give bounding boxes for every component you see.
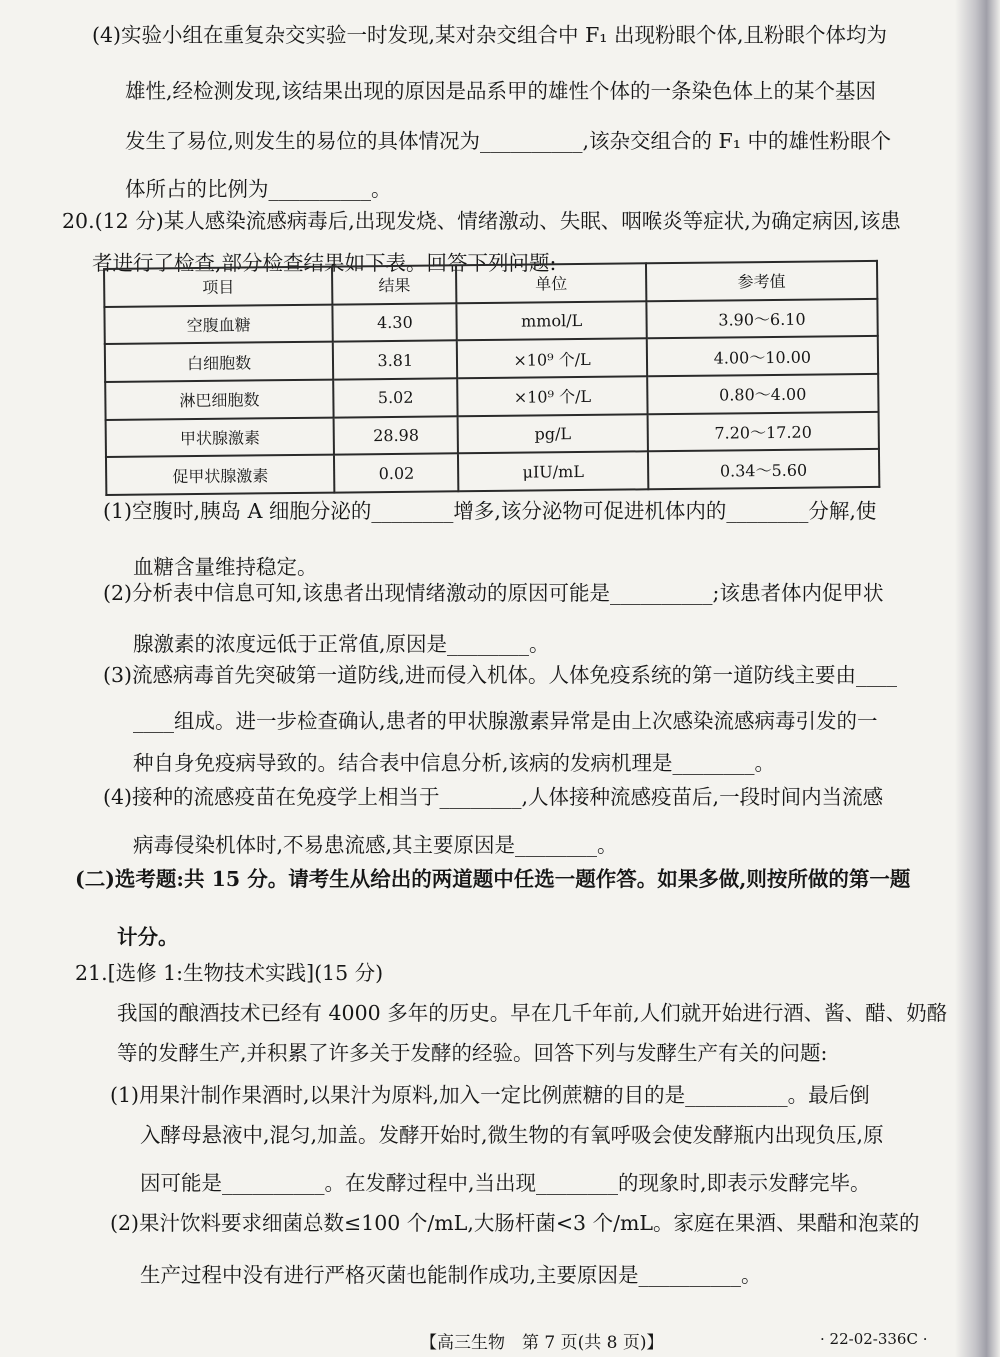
q21-title: 21.[选修 1:生物技术实践](15 分): [75, 961, 384, 985]
table-cell: pg/L: [458, 414, 648, 454]
table-cell: 5.02: [333, 378, 457, 417]
q21-1-line-1: (1)用果汁制作果酒时,以果汁为原料,加入一定比例蔗糖的目的是__________。最后倒: [110, 1083, 870, 1107]
q21-2-line-1: (2)果汁饮料要求细菌总数≤100 个/mL,大肠杆菌<3 个/mL。家庭在果酒、果醋和泡菜的: [110, 1211, 920, 1235]
q20-4-line-2: 病毒侵染机体时,不易患流感,其主要原因是________。: [133, 833, 618, 857]
table-cell: 0.80～4.00: [647, 374, 879, 414]
q21-stem-line-1: 我国的酿酒技术已经有 4000 多年的历史。早在几千年前,人们就开始进行酒、酱、醋、奶酪: [117, 1001, 948, 1025]
table-cell: 空腹血糖: [104, 304, 333, 344]
q21-stem-line-2: 等的发酵生产,并积累了许多关于发酵的经验。回答下列与发酵生产有关的问题:: [117, 1041, 828, 1065]
q21-2-line-2: 生产过程中没有进行严格灭菌也能制作成功,主要原因是__________。: [140, 1263, 762, 1287]
table-row: [106, 449, 879, 495]
table-cell: 4.30: [333, 303, 457, 342]
table-cell: 7.20～17.20: [647, 412, 879, 452]
page-number: 【高三生物 第 7 页(共 8 页)】: [420, 1333, 664, 1353]
table-cell: 3.90～6.10: [646, 299, 878, 339]
section-2-heading: (二)选考题:共 15 分。请考生从给出的两道题中任选一题作答。如果多做,则按所做的第一题: [75, 867, 911, 891]
q19-4-line-2: 雄性,经检测发现,该结果出现的原因是品系甲的雄性个体的一条染色体上的某个基因: [125, 79, 877, 103]
q20-stem-line-2: 者进行了检查,部分检查结果如下表。回答下列问题:: [92, 251, 557, 275]
table-cell: 0.02: [334, 454, 458, 493]
q19-4-line-3: 发生了易位,则发生的易位的具体情况为__________,该杂交组合的 F₁ 中的雄性粉眼个: [125, 129, 892, 153]
q19-4-line-4: 体所占的比例为__________。: [125, 177, 392, 201]
q20-3-line-2: ____组成。进一步检查确认,患者的甲状腺激素异常是由上次感染流感病毒引发的一: [133, 709, 878, 733]
table-cell: 0.34～5.60: [648, 449, 880, 489]
q21-1-line-3: 因可能是__________。在发酵过程中,当出现________的现象时,即表示发酵完毕。: [140, 1171, 871, 1195]
table-header-item: 项目: [104, 267, 333, 307]
table-cell: 甲状腺激素: [106, 417, 335, 457]
table-cell: 促甲状腺激素: [106, 455, 335, 495]
section-2-heading-cont: 计分。: [117, 925, 179, 949]
table-cell: 淋巴细胞数: [105, 380, 334, 420]
q21-1-line-2: 入酵母悬液中,混匀,加盖。发酵开始时,微生物的有氧呼吸会使发酵瓶内出现负压,原: [140, 1123, 884, 1147]
q20-2-line-2: 腺激素的浓度远低于正常值,原因是________。: [133, 632, 550, 656]
table-cell: 白细胞数: [105, 342, 334, 382]
q20-2-line-1: (2)分析表中信息可知,该患者出现情绪激动的原因可能是__________;该患者体内促甲状: [103, 581, 884, 605]
table-header-unit: 单位: [456, 263, 646, 303]
page-footer: [0, 1328, 1000, 1352]
q20-stem-line-1: 20.(12 分)某人感染流感病毒后,出现发烧、情绪激动、失眠、咽喉炎等症状,为确定病因,该患: [62, 209, 901, 233]
q20-1-line-2: 血糖含量维持稳定。: [133, 555, 318, 579]
table-cell: μIU/mL: [458, 452, 648, 492]
q20-3-line-1: (3)流感病毒首先突破第一道防线,进而侵入机体。人体免疫系统的第一道防线主要由____: [103, 663, 898, 687]
table-cell: ×10⁹ 个/L: [458, 376, 648, 416]
table-cell: mmol/L: [457, 301, 647, 341]
exam-code: · 22-02-336C ·: [820, 1330, 928, 1348]
table-cell: 28.98: [334, 416, 458, 455]
lab-results-table: [103, 260, 880, 496]
q20-1-line-1: (1)空腹时,胰岛 A 细胞分泌的________增多,该分泌物可促进机体内的________分解,使: [103, 499, 877, 523]
q20-4-line-1: (4)接种的流感疫苗在免疫学上相当于________,人体接种流感疫苗后,一段时间内当流感: [103, 785, 884, 809]
scan-binding-shadow: [955, 0, 1000, 1357]
q19-4-line-1: (4)实验小组在重复杂交实验一时发现,某对杂交组合中 F₁ 出现粉眼个体,且粉眼个体均为: [92, 23, 888, 47]
table-cell: 3.81: [333, 341, 457, 380]
table-header-reference: 参考值: [646, 261, 878, 301]
table-cell: ×10⁹ 个/L: [457, 339, 647, 379]
q20-3-line-3: 种自身免疫病导致的。结合表中信息分析,该病的发病机理是________。: [133, 751, 776, 775]
table-cell: 4.00～10.00: [647, 336, 879, 376]
table-header-result: 结果: [332, 265, 456, 304]
